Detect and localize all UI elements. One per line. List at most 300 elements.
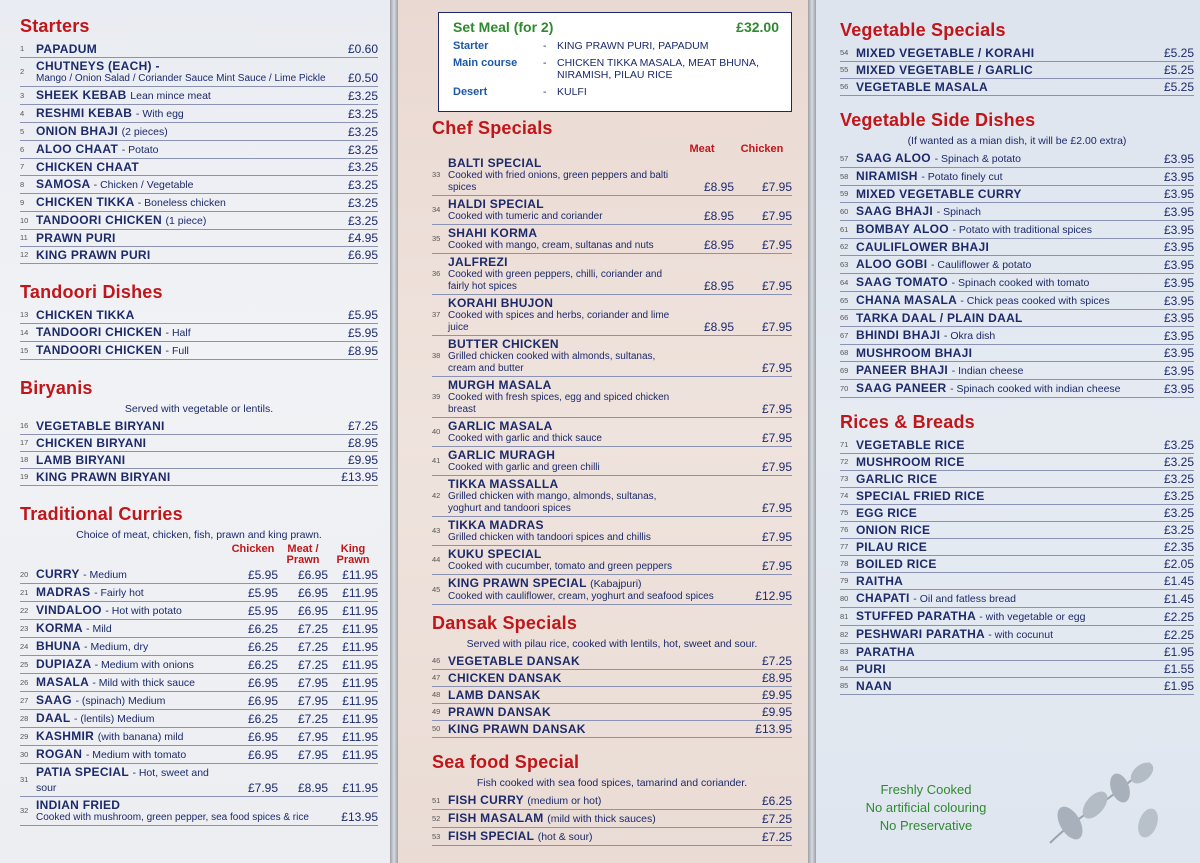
menu-item-row (20, 247, 378, 264)
item-name: CHICKEN BIRYANI (36, 436, 147, 450)
item-description: - with cocunut (988, 629, 1053, 641)
item-name: MADRAS - Fairly hot (36, 585, 144, 599)
item-price: £13.95 (341, 470, 378, 484)
menu-item-row (432, 704, 792, 721)
set-meal-label: Main course (453, 57, 518, 69)
set-meal-label: Starter (453, 40, 489, 52)
item-number: 63 (840, 259, 849, 269)
item-number: 34 (432, 205, 441, 214)
item-name: RAITHA (856, 574, 904, 588)
item-name: BALTI SPECIAL Cooked with fried onions, green peppers and balti spices (448, 156, 676, 194)
set-meal-label: Desert (453, 86, 488, 98)
menu-item-row (432, 810, 792, 828)
item-description: (hot & sour) (537, 831, 593, 843)
item-number: 32 (20, 806, 29, 815)
item-name: ROGAN - Medium with tomato (36, 747, 187, 761)
item-price: £3.95 (1163, 187, 1194, 201)
item-number: 38 (432, 351, 441, 360)
price-chicken: £6.95 (247, 730, 278, 744)
item-name: PARATHA (856, 645, 915, 659)
veg-sides-subtitle: (If wanted as a mian dish, it will be £2.00 extra) (907, 135, 1127, 147)
set-meal-value: KING PRAWN PURI, PAPADUM (557, 40, 709, 52)
tandoori-title: Tandoori Dishes (20, 282, 163, 302)
item-number: 83 (840, 647, 849, 656)
menu-item-row (20, 324, 378, 342)
item-price: £3.95 (1163, 346, 1194, 360)
item-price: £3.25 (1163, 506, 1194, 520)
item-name: TANDOORI CHICKEN - Full (36, 343, 189, 357)
item-name: SAAG TOMATO - Spinach cooked with tomato (856, 275, 1090, 289)
price-meat: £8.95 (703, 320, 734, 334)
item-description: (with banana) mild (97, 731, 184, 743)
item-price: £3.25 (347, 178, 378, 192)
item-name: FISH SPECIAL (hot & sour) (448, 829, 593, 843)
menu-item-row (840, 62, 1194, 79)
veg-sides-title: Vegetable Side Dishes (840, 110, 1036, 130)
menu-item-row (432, 254, 792, 295)
item-price: £8.95 (347, 344, 378, 358)
item-number: 49 (432, 707, 441, 716)
price-king-prawn: £11.95 (342, 694, 378, 708)
item-name: LAMB BIRYANI (36, 453, 126, 467)
item-number: 45 (432, 584, 441, 594)
item-number: 14 (20, 327, 29, 337)
item-name: PILAU RICE (856, 540, 928, 554)
menu-item-row (20, 58, 378, 87)
item-description: - Medium with tomato (85, 749, 187, 761)
menu-item-row (432, 670, 792, 687)
item-name: TIKKA MADRAS Grilled chicken with tandoori spices and chillis (448, 518, 676, 544)
item-name: CHANA MASALA - Chick peas cooked with spices (856, 293, 1110, 307)
item-name: PURI (856, 662, 886, 676)
item-description: - (spinach) Medium (75, 695, 166, 707)
item-price: £3.25 (347, 143, 378, 157)
item-number: 75 (840, 508, 849, 517)
item-number: 82 (840, 629, 849, 639)
item-name: SAAG BHAJI - Spinach (856, 204, 982, 218)
set-meal-value: CHICKEN TIKKA MASALA, MEAT BHUNA, NIRAMISH, PILAU RICE (557, 57, 759, 81)
item-description: - (lentils) Medium (73, 713, 155, 725)
menu-item-row (20, 566, 378, 584)
item-name: CHICKEN TIKKA - Boneless chicken (36, 195, 226, 209)
price-meat-prawn: £7.25 (297, 622, 328, 636)
item-name: LAMB DANSAK (448, 688, 541, 702)
item-number: 7 (20, 162, 25, 171)
item-description: - Oil and fatless bread (913, 593, 1017, 605)
item-number: 17 (20, 438, 29, 447)
menu-item-row (20, 656, 378, 674)
chef-list (432, 155, 792, 605)
item-price: £7.25 (761, 654, 792, 668)
item-number: 53 (432, 831, 441, 841)
item-name: FISH CURRY (medium or hot) (448, 793, 602, 807)
price-chicken: £6.25 (247, 622, 278, 636)
item-price: £9.95 (761, 688, 792, 702)
menu-item-row (432, 792, 792, 810)
item-price: £1.55 (1163, 662, 1194, 676)
price-chicken: £7.95 (761, 361, 792, 375)
price-meat-prawn: £7.25 (297, 658, 328, 672)
item-name: MUSHROOM BHAJI (856, 346, 973, 360)
item-name: TANDOORI CHICKEN (1 piece) (36, 213, 207, 227)
menu-item-row (840, 274, 1194, 292)
item-name: BHINDI BHAJI - Okra dish (856, 328, 996, 342)
item-name: SHAHI KORMA Cooked with mango, cream, sultanas and nuts (448, 226, 676, 252)
item-number: 35 (432, 234, 441, 243)
menu-item-row (20, 728, 378, 746)
set-meal-row (453, 40, 779, 52)
item-name: ALOO CHAAT - Potato (36, 142, 159, 156)
item-name: STUFFED PARATHA - with vegetable or egg (856, 609, 1086, 623)
price-chicken: £5.95 (247, 586, 278, 600)
menu-item-row (20, 797, 378, 826)
menu-item-row (20, 435, 378, 452)
menu-item-row (20, 141, 378, 159)
item-description: (2 pieces) (121, 126, 168, 138)
price-meat-prawn: £7.95 (297, 676, 328, 690)
item-price: £2.25 (1163, 628, 1194, 642)
item-name: GARLIC MASALA Cooked with garlic and thick sauce (448, 419, 676, 445)
price-meat: £8.95 (703, 209, 734, 223)
menu-item-row (432, 447, 792, 476)
starters-list (20, 41, 378, 264)
item-price: £3.25 (347, 160, 378, 174)
item-number: 74 (840, 491, 849, 500)
item-detail: Mango / Onion Salad / Coriander Sauce Mint Sauce / Lime Pickle (36, 73, 326, 84)
item-name: NAAN (856, 679, 892, 693)
set-meal-price: £32.00 (736, 19, 779, 35)
item-number: 46 (432, 656, 441, 665)
item-number: 29 (20, 731, 29, 741)
item-number: 70 (840, 383, 849, 393)
item-name: SAAG - (spinach) Medium (36, 693, 166, 707)
item-name: KORAHI BHUJON Cooked with spices and herbs, coriander and lime juice (448, 296, 676, 334)
item-price: £3.25 (347, 89, 378, 103)
item-price: £2.25 (1163, 610, 1194, 624)
menu-item-row (840, 327, 1194, 345)
item-description: - Chicken / Vegetable (93, 179, 194, 191)
price-chicken: £7.95 (761, 530, 792, 544)
item-name: VEGETABLE DANSAK (448, 654, 580, 668)
item-price: £5.95 (347, 326, 378, 340)
item-number: 71 (840, 440, 849, 449)
menu-item-row (432, 575, 792, 605)
menu-item-row (840, 644, 1194, 661)
menu-item-row (432, 336, 792, 377)
item-price: £6.25 (761, 794, 792, 808)
item-number: 76 (840, 525, 849, 534)
item-name: SHEEK KEBAB Lean mince meat (36, 88, 211, 102)
item-description: - Medium, dry (84, 641, 149, 653)
item-name: NIRAMISH - Potato finely cut (856, 169, 1003, 183)
price-chicken: £6.25 (247, 640, 278, 654)
item-number: 61 (840, 224, 849, 234)
item-number: 6 (20, 144, 25, 154)
item-price: £3.25 (1163, 523, 1194, 537)
price-king-prawn: £11.95 (342, 748, 378, 762)
menu-item-row (20, 692, 378, 710)
item-description: - Spinach (936, 206, 982, 218)
item-price: £3.95 (1163, 294, 1194, 308)
item-description: - with vegetable or egg (979, 611, 1086, 623)
item-name: BHUNA - Medium, dry (36, 639, 149, 653)
item-number: 85 (840, 681, 849, 690)
item-name: ONION RICE (856, 523, 931, 537)
item-description: Lean mince meat (130, 90, 211, 102)
menu-item-row (840, 345, 1194, 362)
item-description: - Okra dish (943, 330, 996, 342)
set-meal-title: Set Meal (for 2) (453, 19, 554, 35)
set-meal-dash: - (543, 40, 547, 52)
item-name: INDIAN FRIED Cooked with mushroom, green pepper, sea food spices & rice (36, 798, 326, 824)
menu-item-row (840, 488, 1194, 505)
item-number: 55 (840, 65, 849, 74)
menu-item-row (840, 380, 1194, 398)
item-number: 5 (20, 126, 25, 136)
item-name: BOMBAY ALOO - Potato with traditional spices (856, 222, 1092, 236)
item-price: £3.95 (1163, 382, 1194, 396)
item-name: CHICKEN TIKKA (36, 308, 135, 322)
item-number: 28 (20, 713, 29, 723)
item-description: - Mild (86, 623, 112, 635)
item-name: CHAPATI - Oil and fatless bread (856, 591, 1017, 605)
item-number: 22 (20, 605, 29, 615)
item-name: VEGETABLE MASALA (856, 80, 988, 94)
menu-item-row (840, 556, 1194, 573)
price-chicken: £6.95 (247, 694, 278, 708)
item-description: - Potato (121, 144, 159, 156)
menu-item-row (20, 764, 378, 797)
item-name: MASALA - Mild with thick sauce (36, 675, 196, 689)
price-chicken: £7.95 (761, 279, 792, 293)
item-description: - With egg (135, 108, 184, 120)
item-price: £3.25 (347, 196, 378, 210)
item-price: £1.45 (1163, 592, 1194, 606)
item-description: - Spinach & potato (934, 153, 1021, 165)
item-number: 39 (432, 392, 441, 401)
price-chicken: £7.95 (761, 431, 792, 445)
item-name: CHICKEN DANSAK (448, 671, 562, 685)
item-number: 58 (840, 171, 849, 181)
item-price: £8.95 (761, 671, 792, 685)
menu-item-row (840, 168, 1194, 186)
price-meat-prawn: £7.95 (297, 694, 328, 708)
item-number: 69 (840, 365, 849, 375)
price-chicken: £7.95 (761, 180, 792, 194)
dansak-subtitle: Served with pilau rice, cooked with lentils, hot, sweet and sour. (466, 638, 758, 650)
item-description: (1 piece) (165, 215, 207, 227)
item-description: - Spinach cooked with tomato (951, 277, 1090, 289)
dansak-list (432, 653, 792, 738)
chef-column-headers (432, 143, 792, 155)
item-number: 64 (840, 277, 849, 287)
item-number: 72 (840, 457, 849, 466)
menu-item-row (840, 471, 1194, 488)
menu-item-row (20, 159, 378, 176)
item-number: 65 (840, 295, 849, 305)
price-meat-prawn: £6.95 (297, 586, 328, 600)
item-price: £3.25 (1163, 438, 1194, 452)
item-name: GARLIC MURAGH Cooked with garlic and green chilli (448, 448, 676, 474)
item-number: 41 (432, 456, 441, 465)
item-number: 51 (432, 795, 441, 805)
item-number: 79 (840, 576, 849, 585)
item-name: CHUTNEYS (EACH) - Mango / Onion Salad / Coriander Sauce Mint Sauce / Lime Pickle (36, 59, 326, 84)
price-chicken: £7.95 (761, 209, 792, 223)
item-description: (Kabajpuri) (590, 578, 642, 590)
rices-title: Rices & Breads (840, 412, 975, 432)
item-number: 20 (20, 569, 29, 579)
item-detail: Cooked with spices and herbs, coriander and lime juice (448, 310, 670, 333)
menu-item-row (20, 105, 378, 123)
item-price: £3.25 (347, 107, 378, 121)
item-description: - Full (165, 345, 189, 357)
menu-item-row (20, 746, 378, 764)
menu-item-row (840, 437, 1194, 454)
item-number: 68 (840, 348, 849, 357)
menu-item-row (20, 418, 378, 435)
item-name: KING PRAWN PURI (36, 248, 151, 262)
menu-item-row (20, 87, 378, 105)
price-king-prawn: £11.95 (342, 712, 378, 726)
item-price: £0.50 (347, 71, 378, 85)
item-description: - Chick peas cooked with spices (960, 295, 1110, 307)
item-number: 10 (20, 215, 29, 225)
item-name: HALDI SPECIAL Cooked with tumeric and coriander (448, 197, 676, 223)
item-price: £3.95 (1163, 223, 1194, 237)
item-number: 15 (20, 345, 29, 355)
price-chicken: £7.95 (761, 559, 792, 573)
freshly-cooked-note (856, 781, 996, 835)
menu-item-row (840, 573, 1194, 590)
price-king-prawn: £11.95 (342, 676, 378, 690)
set-meal-rows (453, 40, 779, 98)
item-name: VEGETABLE RICE (856, 438, 965, 452)
menu-item-row (840, 590, 1194, 608)
menu-item-row (840, 221, 1194, 239)
menu-item-row (840, 79, 1194, 96)
item-name: PESHWARI PARATHA - with cocunut (856, 627, 1053, 641)
leaf-decoration-icon (1030, 743, 1180, 853)
biryanis-title: Biryanis (20, 378, 93, 398)
item-price: £3.25 (1163, 455, 1194, 469)
item-name: DUPIAZA - Medium with onions (36, 657, 194, 671)
col-meat: Meat (689, 143, 715, 155)
item-number: 54 (840, 48, 849, 57)
item-number: 37 (432, 310, 441, 319)
item-number: 9 (20, 197, 25, 207)
menu-item-row (20, 194, 378, 212)
col-chicken: Chicken (231, 543, 275, 555)
item-detail: Cooked with cauliflower, cream, yoghurt and seafood spices (448, 591, 714, 602)
price-king-prawn: £11.95 (342, 730, 378, 744)
item-detail: Cooked with cucumber, tomato and green peppers (448, 561, 673, 572)
item-detail: Cooked with tumeric and coriander (448, 211, 603, 222)
item-name: BOILED RICE (856, 557, 937, 571)
item-name: KORMA - Mild (36, 621, 112, 635)
item-price: £8.95 (347, 436, 378, 450)
menu-item-row (20, 602, 378, 620)
item-number: 19 (20, 472, 29, 481)
item-number: 60 (840, 206, 849, 216)
item-detail: Grilled chicken with tandoori spices and chillis (448, 532, 651, 543)
item-number: 66 (840, 313, 849, 322)
price-meat: £8.95 (703, 279, 734, 293)
item-number: 11 (20, 233, 28, 242)
price-chicken: £6.95 (247, 676, 278, 690)
item-number: 84 (840, 664, 849, 673)
set-meal-value: KULFI (557, 86, 587, 98)
item-price: £3.25 (347, 125, 378, 139)
item-detail: Cooked with mushroom, green pepper, sea food spices & rice (36, 812, 309, 823)
item-price: £6.95 (347, 248, 378, 262)
item-price: £3.25 (347, 214, 378, 228)
item-number: 16 (20, 421, 29, 430)
item-name: SAMOSA - Chicken / Vegetable (36, 177, 194, 191)
item-detail: Grilled chicken cooked with almonds, sultanas, cream and butter (448, 351, 656, 374)
menu-item-row (840, 239, 1194, 256)
price-meat-prawn: £7.95 (297, 730, 328, 744)
item-detail: Cooked with garlic and thick sauce (448, 433, 602, 444)
item-name: JALFREZI Cooked with green peppers, chilli, coriander and fairly hot spices (448, 255, 676, 293)
price-chicken: £7.95 (761, 460, 792, 474)
item-price: £3.95 (1163, 364, 1194, 378)
menu-item-row (20, 342, 378, 360)
item-number: 56 (840, 82, 849, 91)
item-name: DAAL - (lentils) Medium (36, 711, 155, 725)
item-price: £4.95 (347, 231, 378, 245)
veg-specials-list (840, 45, 1194, 96)
col-chicken: Chicken (740, 143, 784, 155)
menu-item-row (840, 203, 1194, 221)
item-number: 48 (432, 690, 441, 699)
menu-item-row (20, 123, 378, 141)
item-number: 62 (840, 242, 849, 251)
starters-title: Starters (20, 16, 90, 36)
item-name: PATIA SPECIAL - Hot, sweet and sour (36, 765, 209, 794)
item-price: £2.35 (1163, 540, 1194, 554)
menu-item-row (840, 678, 1194, 695)
item-number: 18 (20, 455, 29, 464)
menu-item-row (20, 710, 378, 728)
item-price: £3.95 (1163, 329, 1194, 343)
menu-item-row (432, 476, 792, 517)
menu-item-row (840, 150, 1194, 168)
item-name: SAAG ALOO - Spinach & potato (856, 151, 1021, 165)
item-number: 44 (432, 555, 441, 564)
item-price: £12.95 (755, 589, 792, 603)
item-description: - Medium (83, 569, 127, 581)
menu-item-row (840, 186, 1194, 203)
item-name: MIXED VEGETABLE CURRY (856, 187, 1022, 201)
item-price: £5.25 (1163, 46, 1194, 60)
item-description: - Boneless chicken (137, 197, 226, 209)
menu-item-row (840, 362, 1194, 380)
biryanis-subtitle: Served with vegetable or lentils. (124, 403, 274, 415)
menu-item-row (432, 418, 792, 447)
chef-specials-title: Chef Specials (432, 118, 553, 138)
menu-item-row (20, 620, 378, 638)
price-chicken: £6.25 (247, 712, 278, 726)
item-name: TANDOORI CHICKEN - Half (36, 325, 191, 339)
item-price: £3.25 (1163, 489, 1194, 503)
item-name: KING PRAWN DANSAK (448, 722, 586, 736)
item-description: - Potato with traditional spices (952, 224, 1092, 236)
item-price: £3.95 (1163, 205, 1194, 219)
item-number: 23 (20, 623, 29, 633)
item-number: 36 (432, 269, 441, 278)
item-name: BUTTER CHICKEN Grilled chicken cooked with almonds, sultanas, cream and butter (448, 337, 676, 375)
